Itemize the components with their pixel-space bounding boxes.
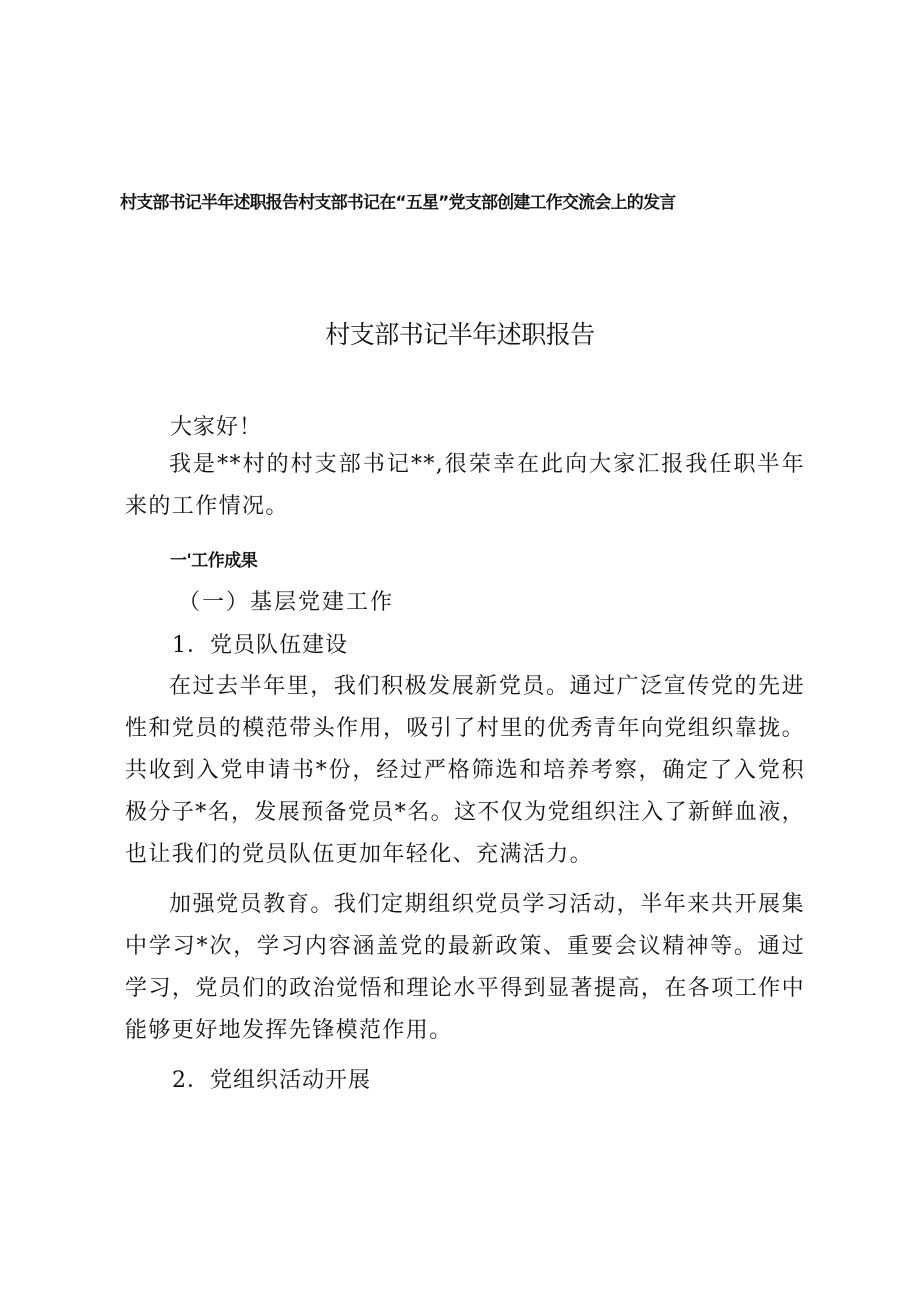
- document-header: 村支部书记半年述职报告村支部书记在“五星”党支部创建工作交流会上的发言: [120, 193, 676, 213]
- item-heading-2: 2．党组织活动开展: [172, 1068, 371, 1093]
- intro-paragraph: 我是**村的村支部书记**,很荣幸在此向大家汇报我任职半年来的工作情况。: [125, 452, 805, 519]
- greeting: 大家好！: [170, 415, 263, 440]
- section-heading: 一'工作成果: [170, 551, 258, 571]
- paragraph-1: 在过去半年里，我们积极发展新党员。通过广泛宣传党的先进性和党员的模范带头作用，吸引了村里的优秀青年向党组织靠拢。共收到入党申请书*份，经过严格筛选和培养考察，确定了入党积极分子*名，发展预备党员*名。这不仅为党组织注入了新鲜血液，也让我们的党员队伍更加年轻化、充满活力。: [125, 674, 806, 867]
- document-title: 村支部书记半年述职报告: [325, 320, 595, 349]
- paragraph-2: 加强党员教育。我们定期组织党员学习活动，半年来共开展集中学习*次，学习内容涵盖党的最新政策、重要会议精神等。通过学习，党员们的政治觉悟和理论水平得到显著提高，在各项工作中能够更好地发挥先锋模范作用。: [125, 892, 805, 1043]
- subsection-heading: （一）基层党建工作: [178, 590, 395, 615]
- item-heading-1: 1．党员队伍建设: [172, 633, 348, 658]
